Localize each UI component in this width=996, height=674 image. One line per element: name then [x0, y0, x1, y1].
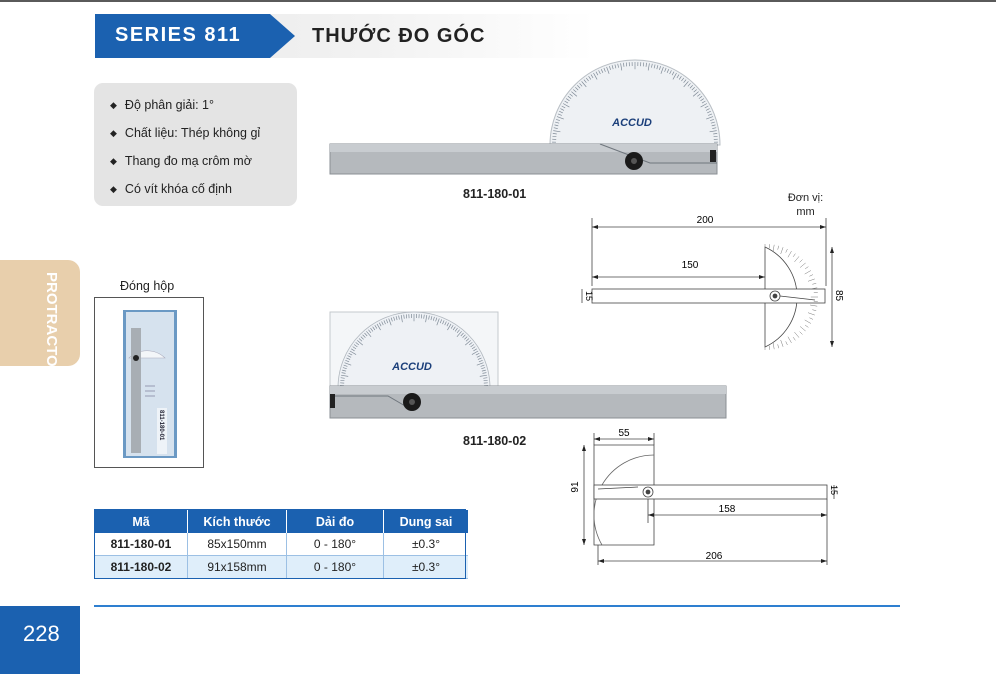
top-rule: [0, 0, 996, 2]
table-row: [95, 556, 468, 579]
diamond-bullet-icon: ◆: [110, 156, 117, 166]
column-header: Dung sai: [384, 510, 469, 533]
feature-item: ◆ Có vít khóa cố định: [110, 182, 232, 196]
model-code-811-180-02: 811-180-02: [463, 434, 527, 448]
page-title: THƯỚC ĐO GÓC: [312, 25, 486, 47]
footer-rule: [94, 605, 900, 607]
unit-label: Đơn vị: mm: [787, 192, 824, 218]
side-tab-label: [30, 271, 60, 378]
svg-text:15: 15: [584, 291, 594, 302]
dimension-drawing-811-180-02: [572, 425, 842, 573]
model-code-811-180-01: 811-180-01: [463, 187, 527, 201]
feature-item: ◆ Chất liệu: Thép không gỉ: [110, 126, 261, 140]
table-cell: 91x158mm: [188, 556, 287, 579]
diamond-bullet-icon: ◆: [110, 184, 117, 194]
column-header: Dải đo: [287, 510, 384, 533]
table-cell: 811-180-01: [95, 533, 188, 556]
svg-text:55: 55: [618, 428, 630, 439]
svg-text:811-180-01: 811-180-01: [158, 410, 164, 441]
table-cell: 0 - 180°: [287, 533, 384, 556]
table-cell: ±0.3°: [384, 556, 469, 579]
table-cell: ±0.3°: [384, 533, 469, 556]
feature-item: ◆ Độ phân giải: 1°: [110, 98, 215, 112]
svg-text:ACCUD: ACCUD: [612, 117, 652, 129]
diamond-bullet-icon: ◆: [110, 128, 117, 138]
svg-text:206: 206: [705, 551, 723, 562]
package-label: Đóng hộp: [120, 279, 175, 293]
series-label: SERIES 811: [115, 24, 242, 46]
table-cell: 811-180-02: [95, 556, 188, 579]
table-cell: 0 - 180°: [287, 556, 384, 579]
svg-text:200: 200: [696, 215, 714, 226]
column-header: Mã: [95, 510, 188, 533]
column-header: Kích thước: [188, 510, 287, 533]
feature-item: ◆ Thang đo mạ crôm mờ: [110, 154, 252, 168]
product-photo-811-180-01: [330, 78, 720, 178]
dimension-drawing-811-180-01: [570, 210, 844, 360]
svg-text:158: 158: [718, 504, 736, 515]
package-image: [95, 298, 203, 467]
table-header-row: [95, 510, 468, 533]
table-row: [95, 533, 468, 556]
svg-text:150: 150: [681, 260, 699, 271]
svg-text:15: 15: [829, 485, 839, 496]
svg-text:PROTRACTOR: PROTRACTOR: [43, 272, 60, 378]
svg-text:91: 91: [570, 481, 581, 493]
diamond-bullet-icon: ◆: [110, 100, 117, 110]
svg-text:ACCUD: ACCUD: [392, 361, 432, 373]
page-number: 228: [23, 621, 60, 646]
spec-table: [95, 510, 468, 579]
features-list: [110, 97, 260, 209]
table-cell: 85x150mm: [188, 533, 287, 556]
svg-text:85: 85: [833, 290, 844, 302]
